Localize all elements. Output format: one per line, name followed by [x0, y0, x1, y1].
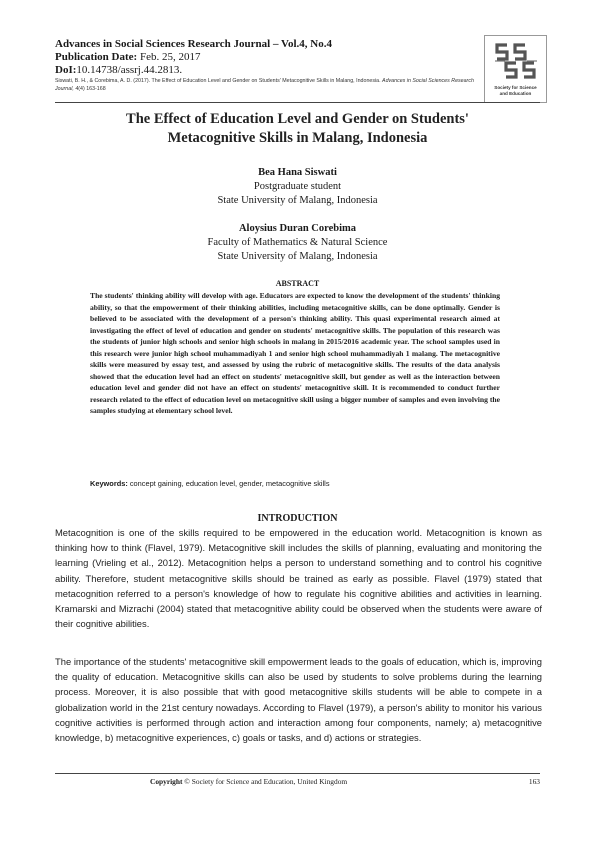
author-block	[100, 222, 495, 264]
body-paragraph: Metacognition is one of the skills required to be empowered in the education world. Metacognition is known as thinking how to think (Flavel, 1979). Metacognitive skill includes the skills of planning, evaluating and monitoring the learning (Vrieling et al., 2012). Metacognition helps a person to understand something and to control his cognitive ability. Therefore, student metacognitive skills should be trained as early as possible. Flavel (1979) stated that metacognition referred to a person's knowledge of how to regulate his cognitive abilities and activities in learning. Kramarski and Mizrachi (2004) stated that metacognitive ability could be observed when the students were aware of their cognitive abilities.	[55, 527, 542, 630]
author-block	[100, 166, 495, 208]
footer-rule	[55, 773, 540, 774]
sse-logo-icon	[491, 39, 540, 85]
paper-title-line1: The Effect of Education Level and Gender on Students'	[126, 111, 469, 127]
header-rule	[55, 102, 540, 103]
publication-date-label: Publication Date:	[55, 51, 138, 63]
paper-title	[90, 110, 505, 148]
citation-main: Siswati, B. H., & Corebima, A. D. (2017). The Effect of Education Level and Gender on Students' Metacognitive Skills in Malang, Indonesia.	[55, 78, 383, 84]
section-heading: INTRODUCTION	[257, 513, 338, 524]
citation	[55, 78, 475, 93]
author-affiliation: State University of Malang, Indonesia	[217, 251, 378, 262]
logo-caption	[485, 85, 546, 96]
abstract-text: The students' thinking ability will develop with age. Educators are expected to know the development of the students' thinking ability, so that the empowerment of their thinking abilities, including metacognitive skills, can be done optimally. Gender is believed to be associated with the development of a person's thinking ability. This quasi experimental research aimed at investigating the effect of level of education and gender on students' metacognitive skills. The population of this research was the students of junior high schools and senior high schools in malang in 2015/2016 academic year. The school samples used in this research were junior high school muhammadiyah 1 and senior high school muhammadiyah 1 malang. The metacognitive skills were measured by essay test, and assessed by using the rubric of metacognitive skills. The results of the data analysis showed that the education level had an effect on students' metacognitive skill, but gender as well as the interaction between education level and gender did not have an effect on students' metacognitive skill. It is recommended to conduct further research related to the effect of education level on metacognitive skill using a bigger number of samples and even involving the samples studying at elementary school level.	[90, 291, 500, 416]
author-affiliation: Postgraduate student	[253, 181, 342, 192]
author-affiliation: State University of Malang, Indonesia	[217, 195, 378, 206]
page-number: 163	[528, 777, 540, 786]
logo-caption-line1: Society for Science	[494, 85, 537, 90]
logo-caption-line2: and Education	[499, 90, 532, 96]
author-name: Bea Hana Siswati	[258, 167, 337, 178]
publication-date-value: Feb. 25, 2017	[137, 51, 201, 63]
author-name: Aloysius Duran Corebima	[238, 223, 357, 234]
citation-journal: Advances in Social Sciences Research Journal, 4	[55, 78, 474, 92]
copyright-text: © Society for Science and Education, United Kingdom	[182, 777, 348, 786]
publication-date	[55, 51, 475, 64]
page-footer	[150, 777, 540, 787]
journal-title: Advances in Social Sciences Research Journal – Vol.4, No.4	[55, 38, 332, 50]
citation-tail: (4) 163-168	[78, 85, 106, 92]
doi-value: 10.14738/assrj.44.2813.	[76, 64, 183, 76]
paper-title-line2: Metacognitive Skills in Malang, Indonesia	[167, 130, 428, 146]
keywords-label: Keywords:	[90, 479, 128, 488]
copyright-label: Copyright	[150, 777, 183, 786]
body-paragraph: The importance of the students' metacognitive skill empowerment leads to the goals of education, which is, improving the quality of education. Metacognitive skills can also be used by students to solve problems during the learning process. Moreover, it is also possible that with good metacognitive skills students will be able to compete in a globalization world in the 21st century nowadays. According to Flavel (1979), a person's ability to monitor his various cognitive activities is performed through action and interaction among four components, namely; a) metacognitive knowledge, b) metacognitive experiences, c) goals or tasks, and d) actions or strategies.	[55, 656, 542, 744]
keywords	[90, 479, 510, 489]
doi-label: DoI:	[55, 64, 77, 76]
author-affiliation: Faculty of Mathematics & Natural Science	[207, 237, 388, 248]
abstract-heading: ABSTRACT	[275, 279, 320, 288]
society-logo	[484, 35, 547, 103]
journal-header	[55, 38, 475, 93]
keywords-list: concept gaining, education level, gender, metacognitive skills	[127, 479, 330, 488]
doi	[55, 64, 475, 77]
